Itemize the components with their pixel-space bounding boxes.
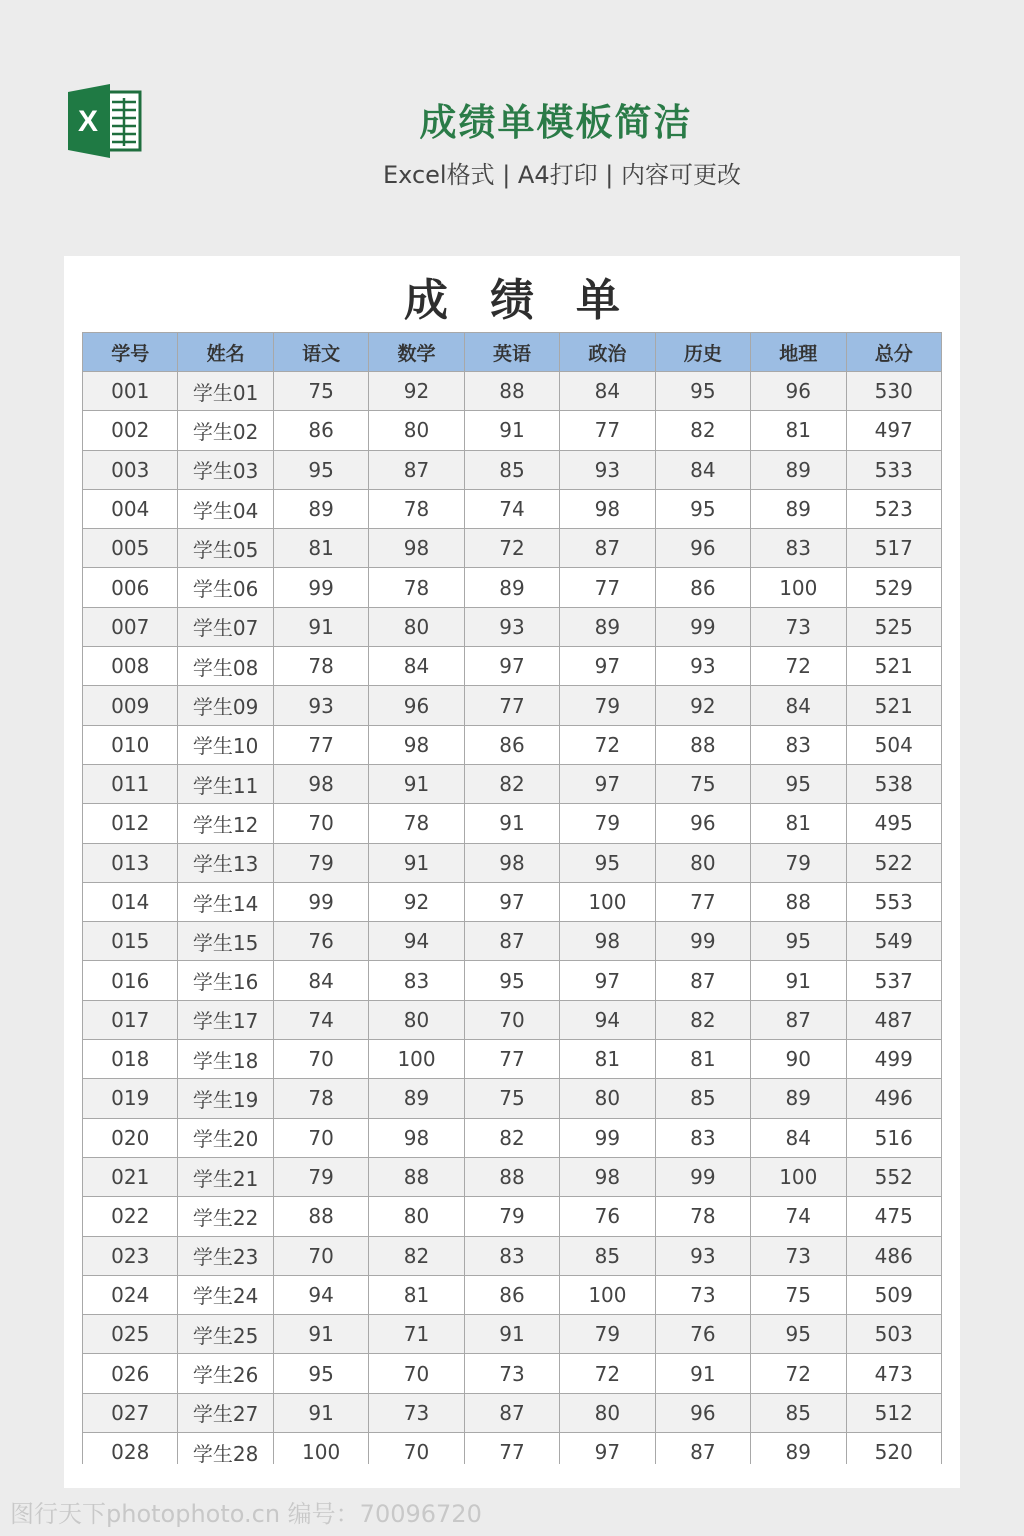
table-cell: 72	[560, 725, 655, 764]
table-cell: 495	[846, 804, 942, 843]
table-cell: 79	[273, 1157, 368, 1196]
table-cell: 73	[751, 607, 846, 646]
table-cell: 100	[560, 1275, 655, 1314]
table-cell: 99	[655, 922, 750, 961]
table-cell: 91	[273, 1393, 368, 1432]
table-cell: 74	[464, 489, 559, 528]
table-cell: 024	[83, 1275, 178, 1314]
table-cell: 80	[369, 411, 464, 450]
table-cell: 497	[846, 411, 942, 450]
table-cell: 97	[464, 882, 559, 921]
table-cell: 020	[83, 1118, 178, 1157]
table-cell: 83	[751, 529, 846, 568]
table-cell: 98	[560, 922, 655, 961]
table-cell: 93	[655, 1236, 750, 1275]
logo-letter: X	[77, 105, 99, 138]
table-cell: 100	[273, 1433, 368, 1464]
table-cell: 学生09	[178, 686, 273, 725]
table-row	[83, 764, 942, 803]
table-row	[83, 1000, 942, 1039]
table-cell: 90	[751, 1040, 846, 1079]
table-cell: 91	[369, 843, 464, 882]
table-cell: 80	[369, 607, 464, 646]
table-cell: 86	[273, 411, 368, 450]
table-cell: 008	[83, 647, 178, 686]
table-cell: 77	[655, 882, 750, 921]
table-cell: 87	[751, 1000, 846, 1039]
table-cell: 81	[369, 1275, 464, 1314]
table-cell: 96	[751, 372, 846, 411]
table-cell: 92	[369, 882, 464, 921]
table-cell: 82	[655, 411, 750, 450]
table-cell: 学生20	[178, 1118, 273, 1157]
table-cell: 516	[846, 1118, 942, 1157]
table-cell: 98	[273, 764, 368, 803]
table-cell: 92	[655, 686, 750, 725]
table-cell: 99	[655, 607, 750, 646]
table-cell: 70	[369, 1354, 464, 1393]
table-cell: 94	[369, 922, 464, 961]
table-cell: 88	[369, 1157, 464, 1196]
table-cell: 学生03	[178, 450, 273, 489]
table-cell: 012	[83, 804, 178, 843]
table-cell: 003	[83, 450, 178, 489]
table-row	[83, 882, 942, 921]
table-row	[83, 843, 942, 882]
table-cell: 013	[83, 843, 178, 882]
table-row	[83, 489, 942, 528]
table-cell: 82	[369, 1236, 464, 1275]
table-cell: 学生02	[178, 411, 273, 450]
table-cell: 78	[369, 489, 464, 528]
table-cell: 100	[751, 568, 846, 607]
table-cell: 503	[846, 1315, 942, 1354]
table-cell: 89	[751, 1433, 846, 1464]
table-cell: 87	[560, 529, 655, 568]
table-cell: 499	[846, 1040, 942, 1079]
table-cell: 86	[655, 568, 750, 607]
table-cell: 87	[464, 922, 559, 961]
table-row	[83, 1079, 942, 1118]
table-cell: 100	[369, 1040, 464, 1079]
table-row	[83, 922, 942, 961]
table-cell: 82	[655, 1000, 750, 1039]
table-cell: 95	[464, 961, 559, 1000]
column-header: 数学	[369, 333, 464, 372]
table-cell: 70	[464, 1000, 559, 1039]
table-cell: 473	[846, 1354, 942, 1393]
table-cell: 81	[751, 411, 846, 450]
table-cell: 93	[464, 607, 559, 646]
table-cell: 522	[846, 843, 942, 882]
table-cell: 72	[751, 1354, 846, 1393]
table-cell: 73	[655, 1275, 750, 1314]
table-cell: 79	[560, 686, 655, 725]
table-cell: 011	[83, 764, 178, 803]
column-header: 姓名	[178, 333, 273, 372]
table-cell: 84	[369, 647, 464, 686]
table-row	[83, 725, 942, 764]
table-cell: 025	[83, 1315, 178, 1354]
table-cell: 95	[560, 843, 655, 882]
table-cell: 89	[369, 1079, 464, 1118]
table-cell: 91	[751, 961, 846, 1000]
table-cell: 学生28	[178, 1433, 273, 1464]
table-cell: 学生12	[178, 804, 273, 843]
table-cell: 73	[751, 1236, 846, 1275]
table-cell: 85	[464, 450, 559, 489]
score-table	[82, 332, 942, 1464]
table-cell: 100	[560, 882, 655, 921]
table-row	[83, 1118, 942, 1157]
table-cell: 95	[655, 372, 750, 411]
table-row	[83, 450, 942, 489]
table-cell: 79	[560, 804, 655, 843]
table-cell: 026	[83, 1354, 178, 1393]
table-row	[83, 372, 942, 411]
table-cell: 78	[273, 1079, 368, 1118]
table-cell: 015	[83, 922, 178, 961]
table-cell: 81	[655, 1040, 750, 1079]
table-cell: 99	[560, 1118, 655, 1157]
table-cell: 75	[655, 764, 750, 803]
table-cell: 学生23	[178, 1236, 273, 1275]
table-cell: 89	[464, 568, 559, 607]
table-cell: 77	[464, 1433, 559, 1464]
table-cell: 98	[560, 489, 655, 528]
table-row	[83, 1236, 942, 1275]
table-cell: 91	[369, 764, 464, 803]
table-cell: 学生21	[178, 1157, 273, 1196]
table-cell: 95	[751, 1315, 846, 1354]
table-cell: 96	[655, 529, 750, 568]
table-cell: 010	[83, 725, 178, 764]
table-cell: 017	[83, 1000, 178, 1039]
table-cell: 87	[369, 450, 464, 489]
table-cell: 79	[273, 843, 368, 882]
column-header: 地理	[751, 333, 846, 372]
table-cell: 89	[273, 489, 368, 528]
table-cell: 学生08	[178, 647, 273, 686]
table-cell: 97	[464, 647, 559, 686]
table-cell: 91	[464, 1315, 559, 1354]
table-cell: 93	[655, 647, 750, 686]
table-cell: 549	[846, 922, 942, 961]
table-cell: 学生25	[178, 1315, 273, 1354]
table-cell: 学生26	[178, 1354, 273, 1393]
table-cell: 009	[83, 686, 178, 725]
table-cell: 006	[83, 568, 178, 607]
table-cell: 553	[846, 882, 942, 921]
table-cell: 023	[83, 1236, 178, 1275]
table-row	[83, 568, 942, 607]
table-cell: 018	[83, 1040, 178, 1079]
table-cell: 97	[560, 764, 655, 803]
table-cell: 73	[369, 1393, 464, 1432]
table-cell: 027	[83, 1393, 178, 1432]
table-row	[83, 686, 942, 725]
table-cell: 97	[560, 1433, 655, 1464]
table-row	[83, 804, 942, 843]
table-cell: 87	[655, 1433, 750, 1464]
table-cell: 83	[655, 1118, 750, 1157]
table-cell: 93	[560, 450, 655, 489]
table-cell: 88	[751, 882, 846, 921]
table-cell: 86	[464, 1275, 559, 1314]
table-cell: 002	[83, 411, 178, 450]
table-cell: 487	[846, 1000, 942, 1039]
table-cell: 77	[560, 568, 655, 607]
table-cell: 学生01	[178, 372, 273, 411]
column-header: 语文	[273, 333, 368, 372]
sheet-title: 成绩单	[404, 275, 662, 326]
table-cell: 98	[560, 1157, 655, 1196]
table-cell: 75	[273, 372, 368, 411]
table-cell: 019	[83, 1079, 178, 1118]
table-cell: 83	[751, 725, 846, 764]
table-cell: 78	[369, 568, 464, 607]
page-title: 成绩单模板简洁	[419, 101, 693, 144]
table-cell: 84	[751, 1118, 846, 1157]
table-cell: 93	[273, 686, 368, 725]
table-row	[83, 1433, 942, 1464]
table-cell: 学生13	[178, 843, 273, 882]
table-cell: 85	[751, 1393, 846, 1432]
column-header: 政治	[560, 333, 655, 372]
table-row	[83, 1354, 942, 1393]
table-cell: 523	[846, 489, 942, 528]
table-cell: 89	[751, 1079, 846, 1118]
table-cell: 529	[846, 568, 942, 607]
table-cell: 552	[846, 1157, 942, 1196]
table-cell: 78	[369, 804, 464, 843]
table-cell: 学生14	[178, 882, 273, 921]
table-row	[83, 1040, 942, 1079]
table-cell: 005	[83, 529, 178, 568]
table-cell: 学生06	[178, 568, 273, 607]
table-cell: 学生22	[178, 1197, 273, 1236]
table-cell: 88	[655, 725, 750, 764]
table-cell: 学生27	[178, 1393, 273, 1432]
table-cell: 521	[846, 686, 942, 725]
column-header: 总分	[846, 333, 942, 372]
table-cell: 91	[273, 1315, 368, 1354]
table-cell: 021	[83, 1157, 178, 1196]
table-row	[83, 647, 942, 686]
table-cell: 82	[464, 1118, 559, 1157]
table-cell: 95	[273, 1354, 368, 1393]
table-row	[83, 411, 942, 450]
table-cell: 99	[655, 1157, 750, 1196]
table-cell: 76	[655, 1315, 750, 1354]
table-cell: 76	[273, 922, 368, 961]
table-cell: 001	[83, 372, 178, 411]
table-cell: 81	[273, 529, 368, 568]
table-cell: 537	[846, 961, 942, 1000]
table-cell: 82	[464, 764, 559, 803]
table-cell: 504	[846, 725, 942, 764]
table-cell: 475	[846, 1197, 942, 1236]
table-cell: 学生11	[178, 764, 273, 803]
table-cell: 学生10	[178, 725, 273, 764]
table-cell: 78	[273, 647, 368, 686]
column-header: 学号	[83, 333, 178, 372]
table-cell: 77	[464, 686, 559, 725]
table-cell: 71	[369, 1315, 464, 1354]
table-cell: 92	[369, 372, 464, 411]
table-cell: 72	[560, 1354, 655, 1393]
table-cell: 学生18	[178, 1040, 273, 1079]
table-cell: 学生04	[178, 489, 273, 528]
table-cell: 520	[846, 1433, 942, 1464]
table-cell: 88	[464, 1157, 559, 1196]
table-cell: 79	[751, 843, 846, 882]
table-cell: 80	[369, 1000, 464, 1039]
table-cell: 89	[560, 607, 655, 646]
table-row	[83, 1393, 942, 1432]
table-cell: 72	[464, 529, 559, 568]
table-cell: 79	[560, 1315, 655, 1354]
table-cell: 99	[273, 882, 368, 921]
table-cell: 98	[369, 529, 464, 568]
table-cell: 70	[369, 1433, 464, 1464]
table-cell: 75	[751, 1275, 846, 1314]
table-cell: 学生16	[178, 961, 273, 1000]
table-cell: 525	[846, 607, 942, 646]
table-cell: 91	[464, 804, 559, 843]
table-cell: 016	[83, 961, 178, 1000]
table-cell: 84	[655, 450, 750, 489]
table-cell: 84	[751, 686, 846, 725]
table-row	[83, 1275, 942, 1314]
table-cell: 80	[369, 1197, 464, 1236]
table-cell: 72	[751, 647, 846, 686]
table-cell: 014	[83, 882, 178, 921]
table-cell: 学生05	[178, 529, 273, 568]
table-cell: 74	[273, 1000, 368, 1039]
table-cell: 538	[846, 764, 942, 803]
table-cell: 94	[273, 1275, 368, 1314]
table-cell: 96	[655, 1393, 750, 1432]
table-cell: 86	[464, 725, 559, 764]
table-cell: 81	[560, 1040, 655, 1079]
table-cell: 70	[273, 1118, 368, 1157]
table-cell: 学生19	[178, 1079, 273, 1118]
table-cell: 80	[560, 1079, 655, 1118]
table-cell: 70	[273, 1236, 368, 1275]
table-cell: 95	[273, 450, 368, 489]
table-cell: 88	[464, 372, 559, 411]
table-cell: 521	[846, 647, 942, 686]
table-cell: 77	[273, 725, 368, 764]
table-cell: 97	[560, 961, 655, 1000]
table-cell: 83	[369, 961, 464, 1000]
table-cell: 80	[655, 843, 750, 882]
table-cell: 91	[273, 607, 368, 646]
table-cell: 496	[846, 1079, 942, 1118]
table-cell: 70	[273, 1040, 368, 1079]
table-cell: 95	[751, 922, 846, 961]
table-cell: 509	[846, 1275, 942, 1314]
table-cell: 028	[83, 1433, 178, 1464]
table-cell: 73	[464, 1354, 559, 1393]
table-cell: 学生24	[178, 1275, 273, 1314]
table-cell: 100	[751, 1157, 846, 1196]
watermark: 图行天下photophoto.cn 编号：70096720	[10, 1500, 482, 1528]
table-cell: 84	[560, 372, 655, 411]
table-cell: 533	[846, 450, 942, 489]
table-cell: 78	[655, 1197, 750, 1236]
table-cell: 007	[83, 607, 178, 646]
table-cell: 75	[464, 1079, 559, 1118]
table-cell: 95	[751, 764, 846, 803]
table-row	[83, 1197, 942, 1236]
table-row	[83, 1157, 942, 1196]
table-cell: 学生15	[178, 922, 273, 961]
table-body	[83, 372, 942, 1465]
table-cell: 95	[655, 489, 750, 528]
table-cell: 99	[273, 568, 368, 607]
score-table-container	[82, 332, 942, 1464]
table-cell: 96	[369, 686, 464, 725]
page-header	[0, 0, 1024, 240]
table-row	[83, 529, 942, 568]
table-cell: 74	[751, 1197, 846, 1236]
table-cell: 530	[846, 372, 942, 411]
table-cell: 80	[560, 1393, 655, 1432]
table-cell: 98	[369, 725, 464, 764]
table-cell: 98	[464, 843, 559, 882]
table-cell: 70	[273, 804, 368, 843]
table-cell: 77	[560, 411, 655, 450]
column-header: 历史	[655, 333, 750, 372]
table-cell: 96	[655, 804, 750, 843]
table-cell: 学生17	[178, 1000, 273, 1039]
table-cell: 83	[464, 1236, 559, 1275]
table-cell: 85	[560, 1236, 655, 1275]
table-cell: 94	[560, 1000, 655, 1039]
table-cell: 84	[273, 961, 368, 1000]
table-cell: 81	[751, 804, 846, 843]
table-cell: 89	[751, 489, 846, 528]
table-cell: 79	[464, 1197, 559, 1236]
table-cell: 87	[464, 1393, 559, 1432]
table-row	[83, 1315, 942, 1354]
table-cell: 98	[369, 1118, 464, 1157]
table-header-row	[83, 333, 942, 372]
page-subtitle: Excel格式 | A4打印 | 内容可更改	[383, 161, 741, 189]
table-cell: 97	[560, 647, 655, 686]
table-cell: 76	[560, 1197, 655, 1236]
table-cell: 512	[846, 1393, 942, 1432]
table-cell: 004	[83, 489, 178, 528]
table-cell: 85	[655, 1079, 750, 1118]
table-row	[83, 961, 942, 1000]
table-cell: 77	[464, 1040, 559, 1079]
table-cell: 91	[464, 411, 559, 450]
table-row	[83, 607, 942, 646]
table-cell: 87	[655, 961, 750, 1000]
table-cell: 486	[846, 1236, 942, 1275]
table-cell: 517	[846, 529, 942, 568]
table-cell: 022	[83, 1197, 178, 1236]
table-cell: 学生07	[178, 607, 273, 646]
table-cell: 89	[751, 450, 846, 489]
table-cell: 88	[273, 1197, 368, 1236]
column-header: 英语	[464, 333, 559, 372]
table-cell: 91	[655, 1354, 750, 1393]
